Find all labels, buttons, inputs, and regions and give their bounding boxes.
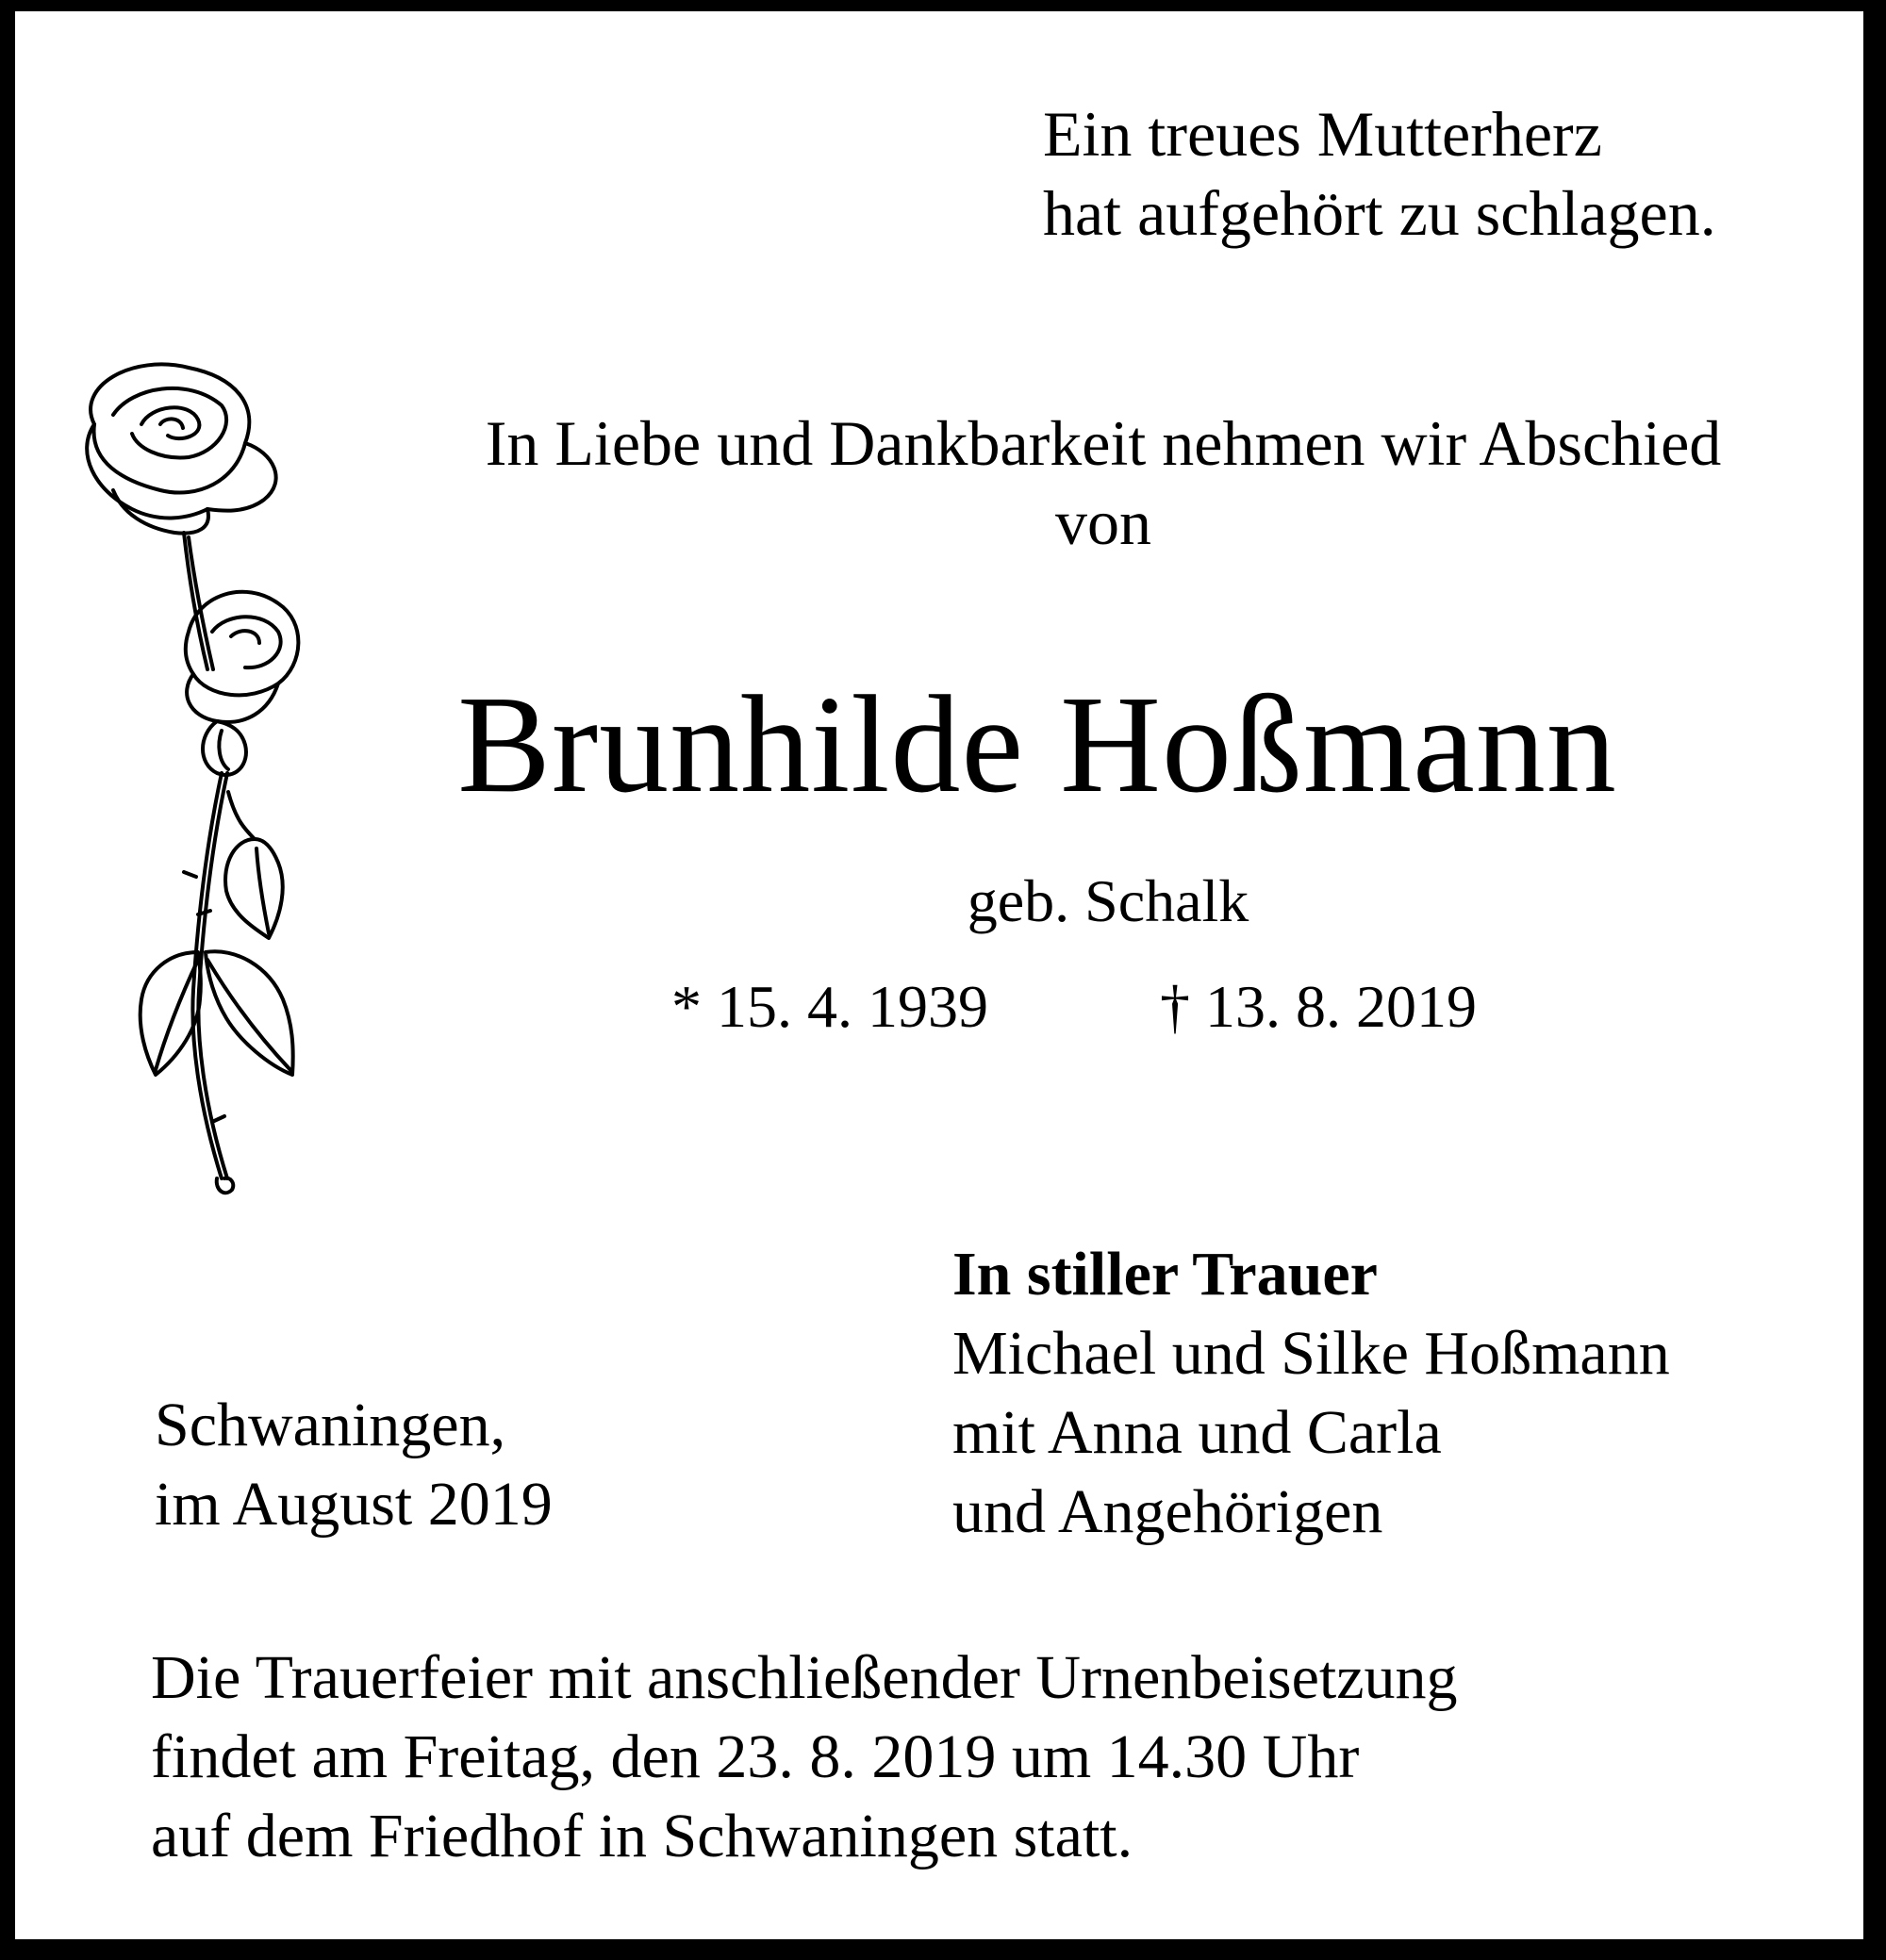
rose-illustration-icon xyxy=(57,349,311,1216)
mourner-line: und Angehörigen xyxy=(952,1477,1383,1546)
date-line: im August 2019 xyxy=(155,1470,553,1539)
place-and-date xyxy=(155,1386,553,1544)
maiden-name: geb. Schalk xyxy=(967,867,1249,934)
birth-date: * 15. 4. 1939 xyxy=(671,973,988,1040)
place-line: Schwaningen, xyxy=(155,1391,506,1459)
funeral-line: findet am Freitag, den 23. 8. 2019 um 14.30 Uhr xyxy=(151,1722,1360,1791)
farewell-intro xyxy=(396,404,1811,562)
mourners-heading: In stiller Trauer xyxy=(952,1240,1378,1309)
mourner-line: Michael und Silke Hoßmann xyxy=(952,1319,1670,1388)
mourner-line: mit Anna und Carla xyxy=(952,1398,1442,1467)
deceased-name: Brunhilde Hoßmann xyxy=(457,667,1617,822)
funeral-line: auf dem Friedhof in Schwaningen statt. xyxy=(151,1802,1133,1870)
funeral-line: Die Trauerfeier mit anschließender Urnenbeisetzung xyxy=(151,1643,1458,1712)
quote-line-1: Ein treues Mutterherz xyxy=(1043,98,1602,170)
memorial-quote xyxy=(1043,94,1716,253)
intro-line-1: In Liebe und Dankbarkeit nehmen wir Abschied xyxy=(485,407,1722,479)
quote-line-2: hat aufgehört zu schlagen. xyxy=(1043,177,1716,249)
death-date: † 13. 8. 2019 xyxy=(1160,973,1477,1040)
funeral-info xyxy=(151,1639,1458,1876)
intro-line-2: von xyxy=(1055,486,1151,558)
mourners-block xyxy=(952,1235,1670,1552)
